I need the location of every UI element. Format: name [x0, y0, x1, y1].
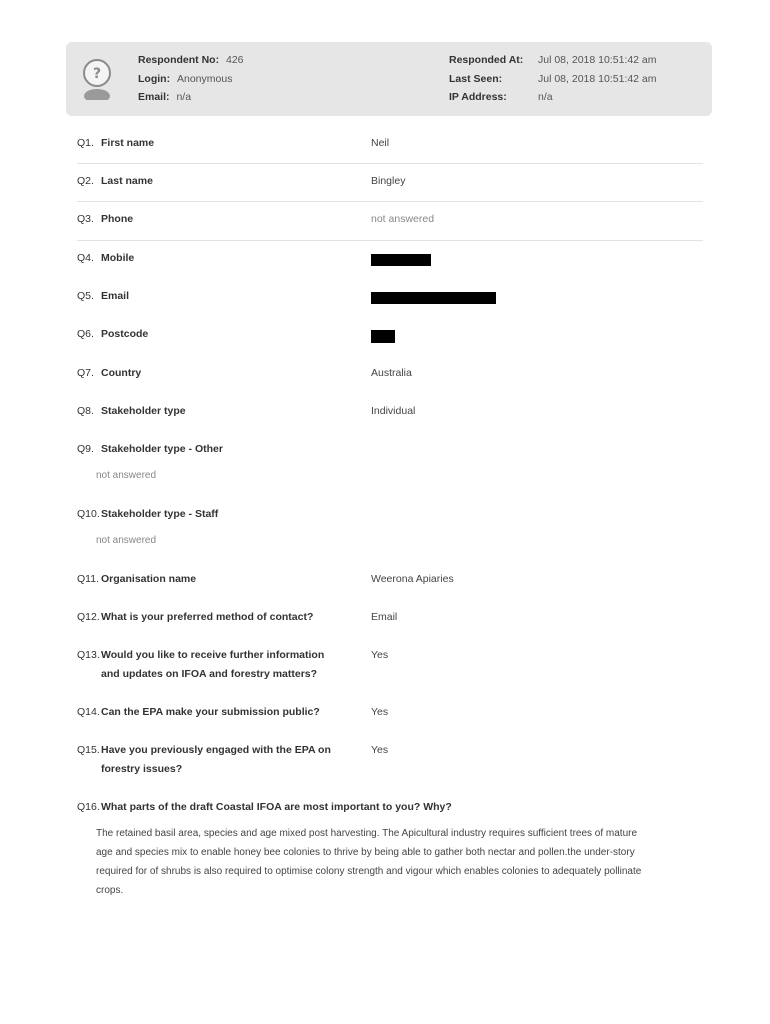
email-label: Email:: [138, 91, 170, 103]
question-text-line1: Have you previously engaged with the EPA on: [101, 744, 331, 756]
question-text: First name: [101, 137, 155, 149]
question-number: Q8.: [77, 405, 94, 417]
login-label: Login:: [138, 73, 171, 85]
redacted-answer: [371, 254, 431, 266]
answer-text: Australia: [371, 367, 412, 379]
respondent-header: [66, 42, 712, 116]
email-value: n/a: [176, 91, 192, 103]
question-text: Phone: [101, 213, 134, 225]
redacted-answer: [371, 330, 395, 343]
question-text: Last name: [101, 175, 153, 187]
question-number: Q11.: [77, 573, 99, 585]
question-text-line2: and updates on IFOA and forestry matters?: [101, 668, 318, 680]
last-seen-value: Jul 08, 2018 10:51:42 am: [538, 73, 657, 85]
svg-text:?: ?: [92, 66, 102, 82]
respondent-no-value: 426: [226, 54, 244, 66]
question-number: Q6.: [77, 328, 94, 340]
question-text: What parts of the draft Coastal IFOA are most important to you? Why?: [101, 801, 452, 813]
question-text: Can the EPA make your submission public?: [101, 706, 320, 718]
answer-text: Individual: [371, 405, 416, 417]
answer-text: Bingley: [371, 175, 406, 187]
question-number: Q15.: [77, 744, 100, 756]
answer-line: crops.: [96, 885, 124, 896]
question-text: What is your preferred method of contact?: [101, 611, 314, 623]
answer-not-answered: not answered: [96, 470, 157, 481]
responded-at-value: Jul 08, 2018 10:51:42 am: [538, 54, 657, 66]
question-number: Q4.: [77, 252, 94, 264]
ip-value: n/a: [538, 91, 553, 103]
divider: [77, 201, 703, 202]
question-text: Postcode: [101, 328, 149, 340]
answer-text: Yes: [371, 706, 389, 718]
divider: [77, 163, 703, 164]
answer-text: Email: [371, 611, 398, 623]
login-row: [138, 72, 232, 86]
answer-not-answered: not answered: [96, 535, 157, 546]
responded-at-label: Responded At:: [449, 54, 524, 66]
answer-not-answered: not answered: [371, 213, 435, 225]
question-text: Email: [101, 290, 130, 302]
question-number: Q10.: [77, 508, 100, 520]
question-text-line1: Would you like to receive further information: [101, 649, 325, 661]
question-row: [0, 741, 770, 781]
question-number: Q3.: [77, 213, 94, 225]
last-seen-label: Last Seen:: [449, 73, 503, 85]
answer-text: Neil: [371, 137, 390, 149]
email-row: [138, 90, 191, 104]
question-text: Stakeholder type - Staff: [101, 508, 219, 520]
question-text: Stakeholder type - Other: [101, 443, 223, 455]
question-text: Country: [101, 367, 142, 379]
question-number: Q13.: [77, 649, 100, 661]
question-number: Q5.: [77, 290, 94, 302]
question-number: Q9.: [77, 443, 94, 455]
answer-line: required for of shrubs is also required to optimise colony strength and vigour which enables colonies to adequately pollinate: [96, 866, 642, 877]
ip-label: IP Address:: [449, 91, 507, 103]
redacted-answer: [371, 292, 496, 304]
answer-text: Yes: [371, 649, 389, 661]
answer-text: Yes: [371, 744, 389, 756]
respondent-no-row: [138, 53, 244, 67]
long-answer: [96, 824, 704, 900]
anonymous-user-icon: [80, 58, 114, 100]
question-number: Q16.: [77, 801, 100, 813]
question-row: [0, 646, 770, 686]
question-number: Q7.: [77, 367, 94, 379]
question-text: Stakeholder type: [101, 405, 186, 417]
answer-line: age and species mix to enable honey bee colonies to thrive by being able to gather both nectar and pollen.the under-story: [96, 847, 635, 858]
divider: [77, 240, 703, 241]
question-text: Mobile: [101, 252, 135, 264]
question-number: Q14.: [77, 706, 100, 718]
question-text: Organisation name: [101, 573, 197, 585]
question-number: Q1.: [77, 137, 94, 149]
answer-text: Weerona Apiaries: [371, 573, 454, 585]
login-value: Anonymous: [177, 73, 233, 85]
question-number: Q2.: [77, 175, 94, 187]
question-text-line2: forestry issues?: [101, 763, 183, 775]
respondent-no-label: Respondent No:: [138, 54, 220, 66]
question-number: Q12.: [77, 611, 100, 623]
answer-line: The retained basil area, species and age mixed post harvesting. The Apicultural industry requires sufficient trees of mature: [96, 828, 638, 839]
